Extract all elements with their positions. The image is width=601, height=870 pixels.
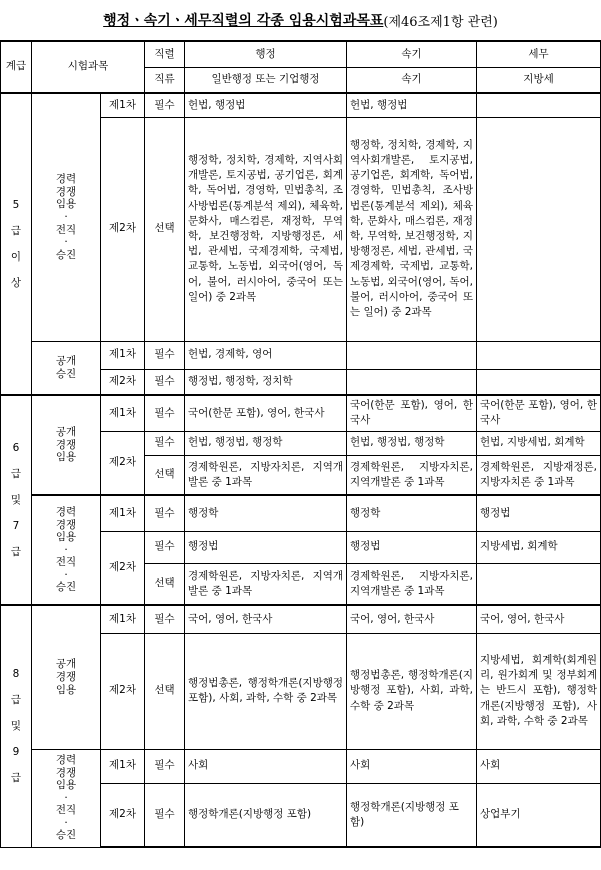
g89-open-s2-admin: 행정법총론, 행정학개론(지방행정 포함), 사회, 과학, 수학 중 2과목: [185, 633, 347, 749]
stage-label: 제2차: [101, 783, 145, 847]
g5-open-s1-admin: 헌법, 경제학, 영어: [185, 341, 347, 369]
elective-label: 선택: [145, 117, 185, 341]
type-open-g89: 공개 경쟁 임용: [32, 605, 101, 749]
required-label: 필수: [145, 341, 185, 369]
header-subjects: 시험과목: [32, 41, 145, 93]
g5-career-s2-steno: 행정학, 정치학, 경제학, 지역사회개발론, 토지공법, 공기업론, 회계학, 독어법, 경영학, 민법총칙, 조사방법론(통계분석 제외), 체육학, 문화사, 매스컴론, 재정학, 무역학, 보건행정학, 지방행정론, 세법, 관세법, 국제경제학, 국제법, 교통학, 노동법, 외국어(영어, 독어, 불어, 러시아어, 중국어 또는 일어) 중 2과목: [347, 117, 477, 341]
stage-label: 제1차: [101, 341, 145, 369]
exam-subjects-table: [0, 40, 601, 848]
title-sub: (제46조제1항 관련): [383, 14, 498, 30]
table-row: [1, 749, 601, 783]
required-label: 필수: [145, 531, 185, 563]
g67-career-s1-steno: 행정학: [347, 495, 477, 531]
stage-label: 제1차: [101, 495, 145, 531]
stage-label: 제2차: [101, 431, 145, 495]
type-open-g67: 공개 경쟁 임용: [32, 395, 101, 495]
g5-open-s2-tax: [477, 369, 601, 395]
g89-open-s2-steno: 행정법총론, 행정학개론(지방행정 포함), 사회, 과학, 수학 중 2과목: [347, 633, 477, 749]
table-row: [1, 495, 601, 531]
g89-career-s1-tax: 사회: [477, 749, 601, 783]
g5-career-s2-tax: [477, 117, 601, 341]
g89-open-s2-tax: 지방세법, 회계학(회계원리, 원가회계 및 정부회계는 반드시 포함), 행정학개론(지방행정 포함), 사회, 과학, 수학 중 2과목: [477, 633, 601, 749]
g89-career-s2-admin: 행정학개론(지방행정 포함): [185, 783, 347, 847]
stage-label: 제2차: [101, 117, 145, 341]
header-track-tax: 지방세: [477, 67, 601, 93]
header-series: 직렬: [145, 41, 185, 67]
g67-open-s2-req-steno: 헌법, 행정법, 행정학: [347, 431, 477, 455]
header-track-steno: 속기: [347, 67, 477, 93]
table-row: [1, 395, 601, 431]
g67-career-s2-req-tax: 지방세법, 회계학: [477, 531, 601, 563]
g89-open-s1-tax: 국어, 영어, 한국사: [477, 605, 601, 633]
stage-label: 제2차: [101, 369, 145, 395]
g5-career-s1-admin: 헌법, 행정법: [185, 93, 347, 117]
g67-career-s1-admin: 행정학: [185, 495, 347, 531]
stage-label: 제1차: [101, 749, 145, 783]
title-main: 행정ㆍ속기ㆍ세무직렬의 각종 임용시험과목표: [103, 13, 384, 29]
stage-label: 제1차: [101, 395, 145, 431]
stage-label: 제2차: [101, 531, 145, 605]
g89-career-s1-steno: 사회: [347, 749, 477, 783]
g67-open-s1-tax: 국어(한문 포함), 영어, 한국사: [477, 395, 601, 431]
g5-open-s2-steno: [347, 369, 477, 395]
g89-open-s1-steno: 국어, 영어, 한국사: [347, 605, 477, 633]
header-series-admin: 행정: [185, 41, 347, 67]
g89-open-s1-admin: 국어, 영어, 한국사: [185, 605, 347, 633]
g67-open-s2-req-admin: 헌법, 행정법, 행정학: [185, 431, 347, 455]
g5-career-s1-tax: [477, 93, 601, 117]
g67-open-s1-admin: 국어(한문 포함), 영어, 한국사: [185, 395, 347, 431]
table-row: [1, 93, 601, 117]
g67-career-s2-el-tax-b: [477, 573, 601, 605]
required-label: 필수: [145, 783, 185, 847]
g67-open-s2-el-tax: 경제학원론, 지방재정론, 지방자치론 중 1과목: [477, 455, 601, 495]
g67-career-s2-req-admin: 행정법: [185, 531, 347, 563]
header-grade: 계급: [1, 41, 32, 93]
g89-career-s2-tax: 상업부기: [477, 783, 601, 847]
g89-career-s1-admin: 사회: [185, 749, 347, 783]
stage-label: 제2차: [101, 633, 145, 749]
g5-open-s2-admin: 행정법, 행정학, 정치학: [185, 369, 347, 395]
elective-label: 선택: [145, 563, 185, 605]
stage-label: 제1차: [101, 605, 145, 633]
g5-career-s2-admin: 행정학, 정치학, 경제학, 지역사회개발론, 토지공법, 공기업론, 회계학, 독어법, 경영학, 민법총칙, 조사방법론(통계분석 제외), 체육학, 문화사, 매스컴론, 재정학, 무역학, 보건행정학, 지방행정론, 세법, 관세법, 국제경제학, 국제법, 교통학, 노동법, 외국어(영어, 독어, 불어, 러시아어, 중국어 또는 일어) 중 2과목: [185, 117, 347, 341]
required-label: 필수: [145, 395, 185, 431]
grade-6-7-cell: 6 급 및 7 급: [1, 395, 32, 605]
table-row: [1, 341, 601, 369]
g5-career-s1-steno: 헌법, 행정법: [347, 93, 477, 117]
required-label: 필수: [145, 431, 185, 455]
required-label: 필수: [145, 369, 185, 395]
header-series-steno: 속기: [347, 41, 477, 67]
g67-career-s2-req-steno: 행정법: [347, 531, 477, 563]
page-title: [0, 0, 601, 40]
g67-open-s1-steno: 국어(한문 포함), 영어, 한국사: [347, 395, 477, 431]
header-series-tax: 세무: [477, 41, 601, 67]
required-label: 필수: [145, 749, 185, 783]
g5-open-s1-steno: [347, 341, 477, 369]
required-label: 필수: [145, 605, 185, 633]
g67-career-s2-el-admin: 경제학원론, 지방자치론, 지역개발론 중 1과목: [185, 563, 347, 605]
elective-label: 선택: [145, 633, 185, 749]
header-row-1: [1, 41, 601, 67]
header-track: 직류: [145, 67, 185, 93]
grade-8-9-cell: 8 급 및 9 급: [1, 605, 32, 847]
g67-career-s2-el-steno: 경제학원론, 지방자치론, 지역개발론 중 1과목: [347, 563, 477, 605]
g67-career-s1-tax: 행정법: [477, 495, 601, 531]
g5-open-s1-tax: [477, 341, 601, 369]
type-career-g89: 경력 경쟁 임용 · 전직 · 승진: [32, 749, 101, 847]
header-track-admin: 일반행정 또는 기업행정: [185, 67, 347, 93]
table-row: [1, 605, 601, 633]
g67-open-s2-el-admin: 경제학원론, 지방자치론, 지역개발론 중 1과목: [185, 455, 347, 495]
g89-career-s2-steno: 행정학개론(지방행정 포함): [347, 783, 477, 847]
g67-career-s2-el-tax-a: [477, 563, 601, 573]
required-label: 필수: [145, 93, 185, 117]
stage-label: 제1차: [101, 93, 145, 117]
type-career-g67: 경력 경쟁 임용 · 전직 · 승진: [32, 495, 101, 605]
type-career-g5: 경력 경쟁 임용 · 전직 · 승진: [32, 93, 101, 341]
required-label: 필수: [145, 495, 185, 531]
grade-5-cell: 5 급 이 상: [1, 93, 32, 395]
type-open-promo-g5: 공개 승진: [32, 341, 101, 395]
elective-label: 선택: [145, 455, 185, 495]
g67-open-s2-el-steno: 경제학원론, 지방자치론, 지역개발론 중 1과목: [347, 455, 477, 495]
g67-open-s2-req-tax: 헌법, 지방세법, 회계학: [477, 431, 601, 455]
